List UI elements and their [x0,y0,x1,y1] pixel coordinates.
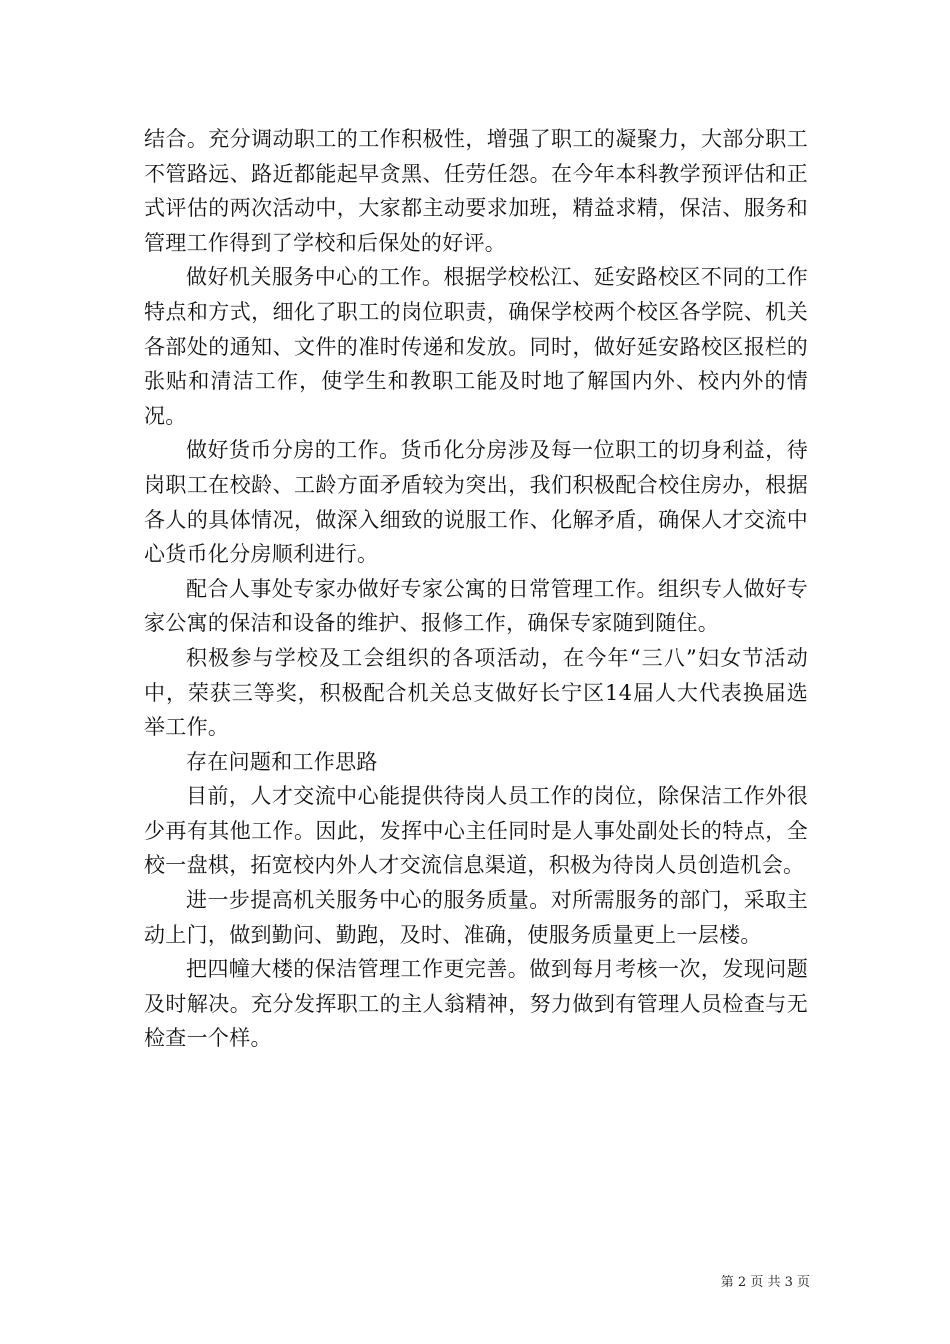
page-number: 第 2 页 共 3 页 [720,1275,810,1290]
paragraph-8: 把四幢大楼的保洁管理工作更完善。做到每月考核一次，发现问题及时解决。充分发挥职工的主人翁精神，努力做到有管理人员检查与无检查一个样。 [144,957,808,1051]
paragraph-7: 进一步提高机关服务中心的服务质量。对所需服务的部门，采取主动上门，做到勤问、勤跑，及时、准确，使服务质量更上一层楼。 [144,888,808,947]
paragraph-4: 配合人事处专家办做好专家公寓的日常管理工作。组织专人做好专家公寓的保洁和设备的维护、报修工作，确保专家随到随住。 [144,576,808,636]
document-body [144,122,808,1056]
paragraph-3: 做好货币分房的工作。货币化分房涉及每一位职工的切身利益，待岗职工在校龄、工龄方面矛盾较为突出，我们积极配合校住房办，根据各人的具体情况，做深入细致的说服工作、化解矛盾，确保人才交流中心货币化分房顺利进行。 [144,438,808,567]
paragraph-5: 积极参与学校及工会组织的各项活动，在今年“三八”妇女节活动中，荣获三等奖，积极配合机关总支做好长宁区14届人大代表换届选举工作。 [144,645,808,740]
paragraph-6: 目前，人才交流中心能提供待岗人员工作的岗位，除保洁工作外很少再有其他工作。因此，发挥中心主任同时是人事处副处长的特点，全校一盘棋，拓宽校内外人才交流信息渠道，积极为待岗人员创造机会。 [144,784,808,878]
section-heading: 存在问题和工作思路 [186,749,378,774]
paragraph-1: 结合。充分调动职工的工作积极性，增强了职工的凝聚力，大部分职工不管路远、路近都能起早贪黑、任劳任怨。在今年本科教学预评估和正式评估的两次活动中，大家都主动要求加班，精益求精，保洁、服务和管理工作得到了学校和后保处的好评。 [144,127,808,255]
paragraph-2: 做好机关服务中心的工作。根据学校松江、延安路校区不同的工作特点和方式，细化了职工的岗位职责，确保学校两个校区各学院、机关各部处的通知、文件的准时传递和发放。同时，做好延安路校区报栏的张贴和清洁工作，使学生和教职工能及时地了解国内外、校内外的情况。 [144,265,808,428]
